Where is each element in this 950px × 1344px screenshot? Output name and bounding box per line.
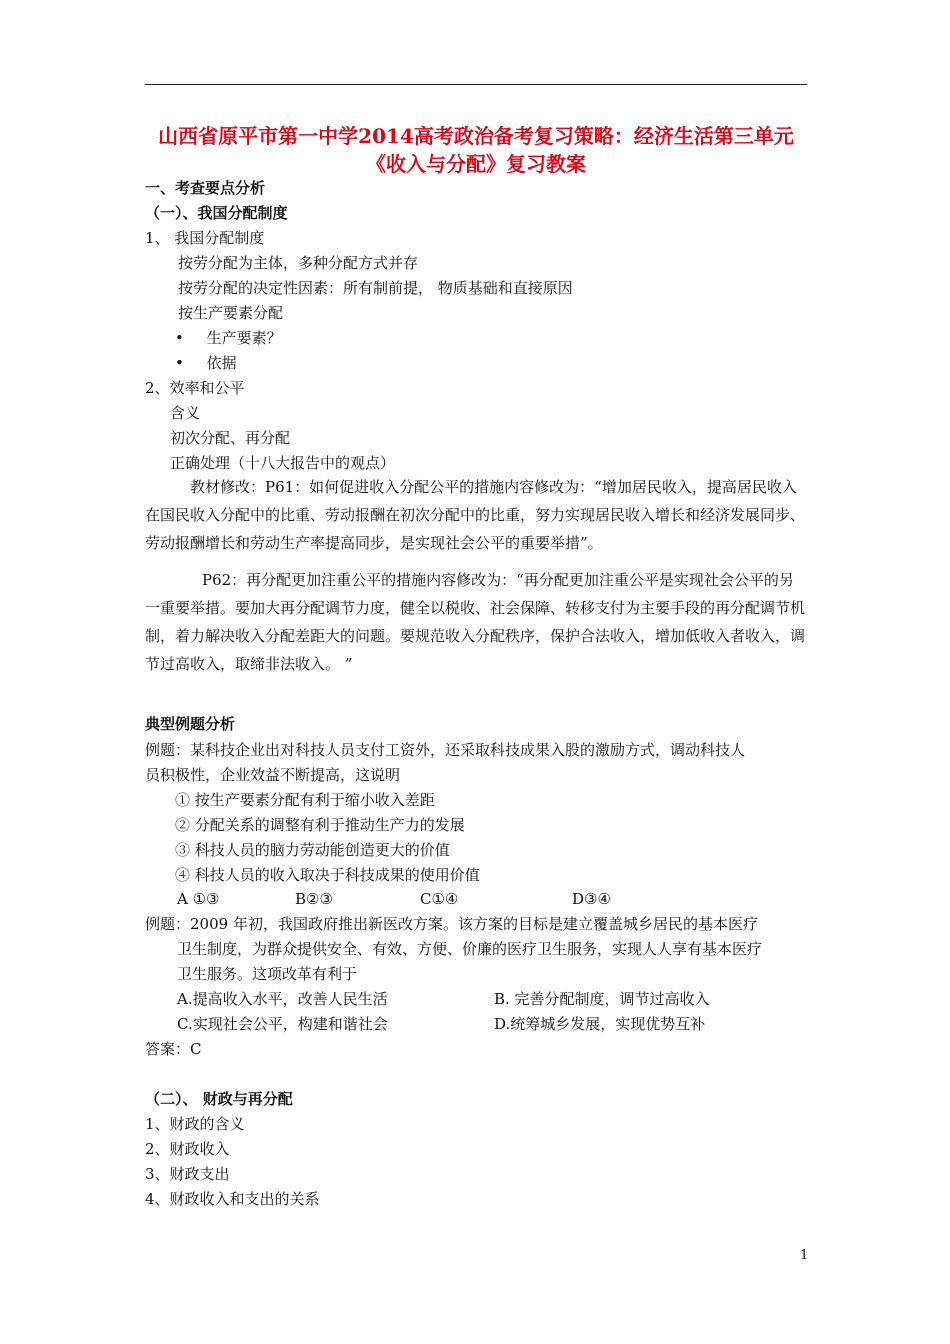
bullet-item-1 bbox=[175, 328, 282, 348]
question-2-option-b: B. 完善分配制度，调节过高收入 bbox=[494, 990, 710, 1008]
subsection-heading-2: （二）、 财政与再分配 bbox=[145, 1090, 293, 1108]
bullet-text-1: 生产要素？ bbox=[206, 329, 282, 347]
line-meaning: 含义 bbox=[170, 404, 201, 422]
bullet-text-2: 依据 bbox=[206, 354, 237, 372]
page-number: 1 bbox=[800, 1248, 809, 1263]
question-2-option-d: D.统筹城乡发展，实现优势互补 bbox=[494, 1015, 706, 1033]
paragraph-p61: 教材修改：P61：如何促进收入分配公平的措施内容修改为：“增加居民收入，提高居民收入在国民收入分配中的比重、劳动报酬在初次分配中的比重，努力实现居民收入增长和经济发展同步、劳动报酬增长和劳动生产率提高同步，是实现社会公平的重要举措”。 bbox=[145, 478, 806, 552]
question-2-option-a: A.提高收入水平，改善人民生活 bbox=[177, 990, 388, 1008]
header-rule bbox=[145, 84, 807, 85]
question-2-option-c: C.实现社会公平，构建和谐社会 bbox=[177, 1015, 388, 1033]
finance-item-2: 2、财政收入 bbox=[145, 1140, 230, 1158]
section-heading-1: 一、考查要点分析 bbox=[145, 179, 266, 197]
line-decisive-factors: 按劳分配的决定性因素：所有制前提， 物质基础和直接原因 bbox=[178, 279, 573, 297]
option-b: B②③ bbox=[295, 890, 333, 908]
item-1: 1、 我国分配制度 bbox=[145, 229, 265, 247]
bullet-icon: • bbox=[175, 354, 184, 372]
question-1-line-1: 例题：某科技企业出对科技人员支付工资外，还采取科技成果入股的激励方式，调动科技人 bbox=[145, 741, 746, 759]
statement-4: ④ 科技人员的收入取决于科技成果的使用价值 bbox=[175, 866, 480, 884]
question-1-line-2: 员积极性，企业效益不断提高，这说明 bbox=[145, 766, 401, 784]
line-correct-handling: 正确处理（十八大报告中的观点） bbox=[170, 454, 396, 472]
examples-heading: 典型例题分析 bbox=[145, 715, 236, 733]
line-labor-distribution: 按劳分配为主体，多种分配方式并存 bbox=[178, 254, 419, 272]
document-title: 山西省原平市第一中学2014高考政治备考复习策略：经济生活第三单元《收入与分配》复习教案 bbox=[158, 124, 794, 176]
subsection-heading-1: （一）、我国分配制度 bbox=[145, 204, 288, 222]
option-c: C①④ bbox=[420, 890, 459, 908]
line-distribution-stages: 初次分配、再分配 bbox=[170, 429, 291, 447]
finance-item-4: 4、财政收入和支出的关系 bbox=[145, 1190, 320, 1208]
statement-1: ① 按生产要素分配有利于缩小收入差距 bbox=[175, 791, 435, 809]
statement-3: ③ 科技人员的脑力劳动能创造更大的价值 bbox=[175, 841, 450, 859]
bullet-icon: • bbox=[175, 329, 184, 347]
bullet-item-2 bbox=[175, 353, 237, 373]
statement-2: ② 分配关系的调整有利于推动生产力的发展 bbox=[175, 816, 465, 834]
option-a: A ①③ bbox=[177, 890, 220, 908]
question-2-line-2: 卫生制度，为群众提供安全、有效、方便、价廉的医疗卫生服务，实现人人享有基本医疗 bbox=[177, 940, 763, 958]
line-factor-distribution: 按生产要素分配 bbox=[178, 304, 284, 322]
item-2: 2、效率和公平 bbox=[145, 379, 245, 397]
question-2-line-3: 卫生服务。这项改革有利于 bbox=[177, 965, 358, 983]
finance-item-3: 3、财政支出 bbox=[145, 1165, 230, 1183]
answer-line: 答案：C bbox=[145, 1040, 202, 1058]
question-2-line-1: 例题：2009 年初，我国政府推出新医改方案。该方案的目标是建立覆盖城乡居民的基本医疗 bbox=[145, 915, 758, 933]
paragraph-p62: P62：再分配更加注重公平的措施内容修改为：“再分配更加注重公平是实现社会公平的另一重要举措。要加大再分配调节力度，健全以税收、社会保障、转移支付为主要手段的再分配调节机制，着力解决收入分配差距大的问题。要规范收入分配秩序，保护合法收入，增加低收入者收入，调节过高收入，取缔非法收入。 ” bbox=[145, 571, 806, 673]
option-d: D③④ bbox=[572, 890, 611, 908]
finance-item-1: 1、财政的含义 bbox=[145, 1115, 245, 1133]
